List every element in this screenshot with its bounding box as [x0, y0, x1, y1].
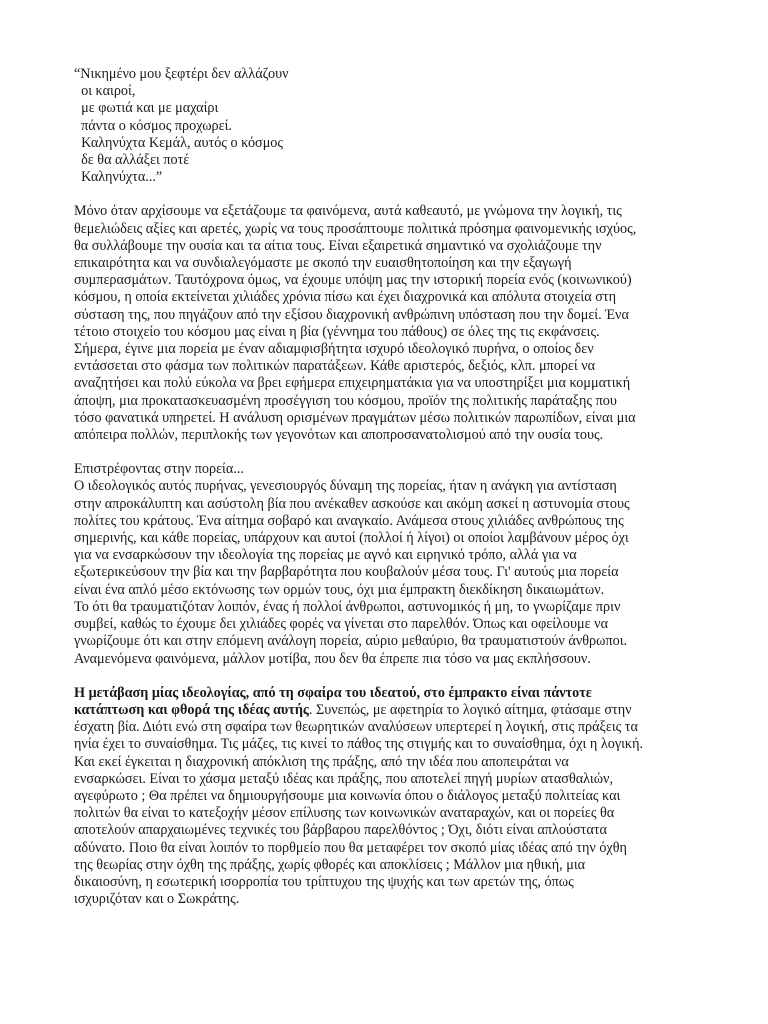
paragraph-line: εντάσσεται στο φάσμα των πολιτικών παρατάξεων. Κάθε αριστερός, δεξιός, κλπ. μπορεί να [74, 358, 596, 375]
paragraph-line: για να ενσαρκώσουν την ιδεολογία της πορείας με αγνό και ειρηνικό τρόπο, αλλά για να [74, 547, 577, 564]
paragraph-text: . Συνεπώς, με αφετηρία το λογικό αίτημα, φτάσαμε στην [308, 701, 632, 718]
paragraph-line: επικαιρότητα και να συνδιαλεγόμαστε με σκοπό την ευαισθητοποίηση και την εξαγωγή [74, 255, 572, 272]
paragraph-line: Αναμενόμενα φαινόμενα, μάλλον μοτίβα, που δεν θα έπρεπε πια τόσο να μας εκπλήσσουν. [74, 650, 591, 667]
bold-thesis-part1: Η μετάβαση μίας ιδεολογίας, από τη σφαίρα του ιδεατού, στο έμπρακτο είναι πάντοτε [74, 684, 592, 701]
poem-line: πάντα ο κόσμος προχωρεί. [74, 117, 232, 134]
paragraph-1 [74, 203, 696, 444]
paragraph-line: δικαιοσύνη, η εσωτερική ισορροπία του τρίπτυχου της ψυχής και των αρετών της, όπως [74, 873, 574, 890]
paragraph-line: Μόνο όταν αρχίσουμε να εξετάζουμε τα φαινόμενα, αυτά καθεαυτό, με γνώμονα την λογική, τις [74, 203, 622, 220]
paragraph-line: σύσταση της, που πηγάζουν από την εξίσου διαχρονική ανθρώπινη υπόσταση που την δομεί. Ένα [74, 306, 629, 323]
paragraph-line: εξωτερικεύσουν την βία και την βαρβαρότητα που κουβαλούν μέσα τους. Γι' αυτούς μια πορεία [74, 564, 619, 581]
poem-line: οι καιροί, [74, 83, 136, 100]
paragraph-line: σημερινής, και κάθε πορείας, υπάρχουν και αυτοί (πολλοί ή λίγοι) οι οποίοι λαμβάνουν μέρος όχι [74, 530, 629, 547]
paragraph-line: κόσμου, η οποία εκτείνεται χιλιάδες χρόνια πίσω και έχει διαχρονικά και απόλυτα στοιχεία στη [74, 289, 616, 306]
paragraph-line: ηνία έχει το συναίσθημα. Τις μάζες, τις κινεί το πάθος της στιγμής και το συναίσθημα, όχι η λογική. [74, 736, 644, 753]
paragraph-2 [74, 461, 696, 667]
paragraph-line: τέτοιο στοιχείο του κόσμου μας είναι η βία (γέννημα του πάθους) σε όλες της τις εκφάνσεις. [74, 323, 600, 340]
paragraph-3 [74, 685, 696, 909]
paragraph-line: είναι ένα απλό μέσο εκτόνωσης των ορμών τους, όχι μια έμπρακτη διεκδίκηση δικαιωμάτων. [74, 581, 605, 598]
poem-quote [74, 66, 696, 186]
paragraph-line: τόσο φανατικά υπηρετεί. Η ανάλυση ορισμένων πραγμάτων μέσω πολιτικών παρωπίδων, είναι μια [74, 409, 636, 426]
paragraph-line: πολιτών θα είναι το κατεξοχήν μέσον επίλυσης των κοινωνικών αναταραχών, και οι πορείες θα [74, 805, 615, 822]
paragraph-line: Ο ιδεολογικός αυτός πυρήνας, γενεσιουργός δύναμη της πορείας, ήταν η ανάγκη για αντίσταση [74, 478, 617, 495]
paragraph-line: αποτελούν απαρχαιωμένες τεχνικές του βάρβαρου παρελθόντος ; Όχι, διότι είναι απλούστατα [74, 822, 607, 839]
paragraph-line [74, 702, 696, 719]
paragraph-line: συμβεί, καθώς το έχουμε δει χιλιάδες φορές να γίνεται στο παρελθόν. Όπως και οφείλουμε να [74, 616, 609, 633]
paragraph-line: θα συλλάβουμε την ουσία και τα αίτια τους. Είναι εξαιρετικά σημαντικό να σχολιάζουμε την [74, 237, 602, 254]
paragraph-line: Και εκεί έγκειται η διαχρονική απόκλιση της πράξης, από την ιδέα που αποπειράται να [74, 753, 569, 770]
paragraph-line: συμπερασμάτων. Ταυτόχρονα όμως, να έχουμε υπόψη μας την ιστορική πορεία ενός (κοινωνικού) [74, 272, 632, 289]
poem-line: δε θα αλλάξει ποτέ [74, 152, 190, 169]
paragraph-line: άποψη, μια προκατασκευασμένη προσέγγιση του κόσμου, προϊόν της πολιτικής παράταξης που [74, 392, 617, 409]
paragraph-line: Επιστρέφοντας στην πορεία... [74, 461, 244, 478]
paragraph-line: αγεφύρωτο ; Θα πρέπει να δημιουργήσουμε μια κοινωνία όπου ο διάλογος μεταξύ πολιτείας και [74, 787, 621, 804]
paragraph-line: ενσαρκώσει. Είναι το χάσμα μεταξύ ιδέας και πράξης, που αποτελεί πηγή μυρίων ατασθαλιών, [74, 770, 613, 787]
paragraph-line: Σήμερα, έγινε μια πορεία με έναν αδιαμφισβήτητα ισχυρό ιδεολογικό πυρήνα, ο οποίος δεν [74, 341, 594, 358]
paragraph-line: πολίτες του κράτους. Ένα αίτημα σοβαρό και αναγκαίο. Ανάμεσα στους χιλιάδες ανθρώπους της [74, 512, 624, 529]
paragraph-line: αδύνατο. Ποιο θα είναι λοιπόν το πορθμείο που θα μεταφέρει τον σκοπό μίας ιδέας από την όχθη [74, 839, 627, 856]
paragraph-line: θεμελιώδεις αξίες και αρετές, χωρίς να τους προσάπτουμε πολιτικά πρόσημα φαινομενικής ισχύος, [74, 220, 637, 237]
paragraph-line: Το ότι θα τραυματιζόταν λοιπόν, ένας ή πολλοί άνθρωποι, αστυνομικός ή μη, το γνωρίζαμε πριν [74, 598, 621, 615]
poem-line: “Νικημένο μου ξεφτέρι δεν αλλάζουν [74, 66, 289, 82]
paragraph-line [74, 685, 696, 702]
paragraph-line: έσχατη βία. Διότι ενώ στη σφαίρα των θεωρητικών αναλύσεων υπερτερεί η λογική, στις πράξεις τα [74, 719, 638, 736]
paragraph-line: της θεωρίας στην όχθη της πράξης, χωρίς φθορές και αποκλίσεις ; Μάλλον μια ηθική, μια [74, 856, 586, 873]
poem-line: με φωτιά και με μαχαίρι [74, 100, 219, 117]
paragraph-line: αναζητήσει και πολύ εύκολα να βρει εφήμερα επιχειρηματάκια για να υποστηρίξει μια κομματική [74, 375, 631, 392]
paragraph-line: ισχυριζόταν και ο Σωκράτης. [74, 891, 240, 908]
bold-thesis-part2: κατάπτωση και φθορά της ιδέας αυτής [74, 701, 309, 718]
paragraph-line: στην απροκάλυπτη και ασύστολη βία που ανέκαθεν ασκούσε και ακόμη ασκεί η αστυνομία στους [74, 495, 630, 512]
paragraph-line: γνωρίζουμε ότι και στην επόμενη ανάλογη πορεία, αύριο μεθαύριο, θα τραυματιστούν άνθρωποι. [74, 633, 628, 650]
paragraph-line: απόπειρα πολλών, περιπλοκής των γεγονότων και αποπροσανατολισμού από την ουσία τους. [74, 427, 604, 444]
document-page [74, 66, 696, 908]
poem-line: Καληνύχτα...” [74, 169, 163, 186]
poem-line: Καληνύχτα Κεμάλ, αυτός ο κόσμος [74, 134, 284, 151]
